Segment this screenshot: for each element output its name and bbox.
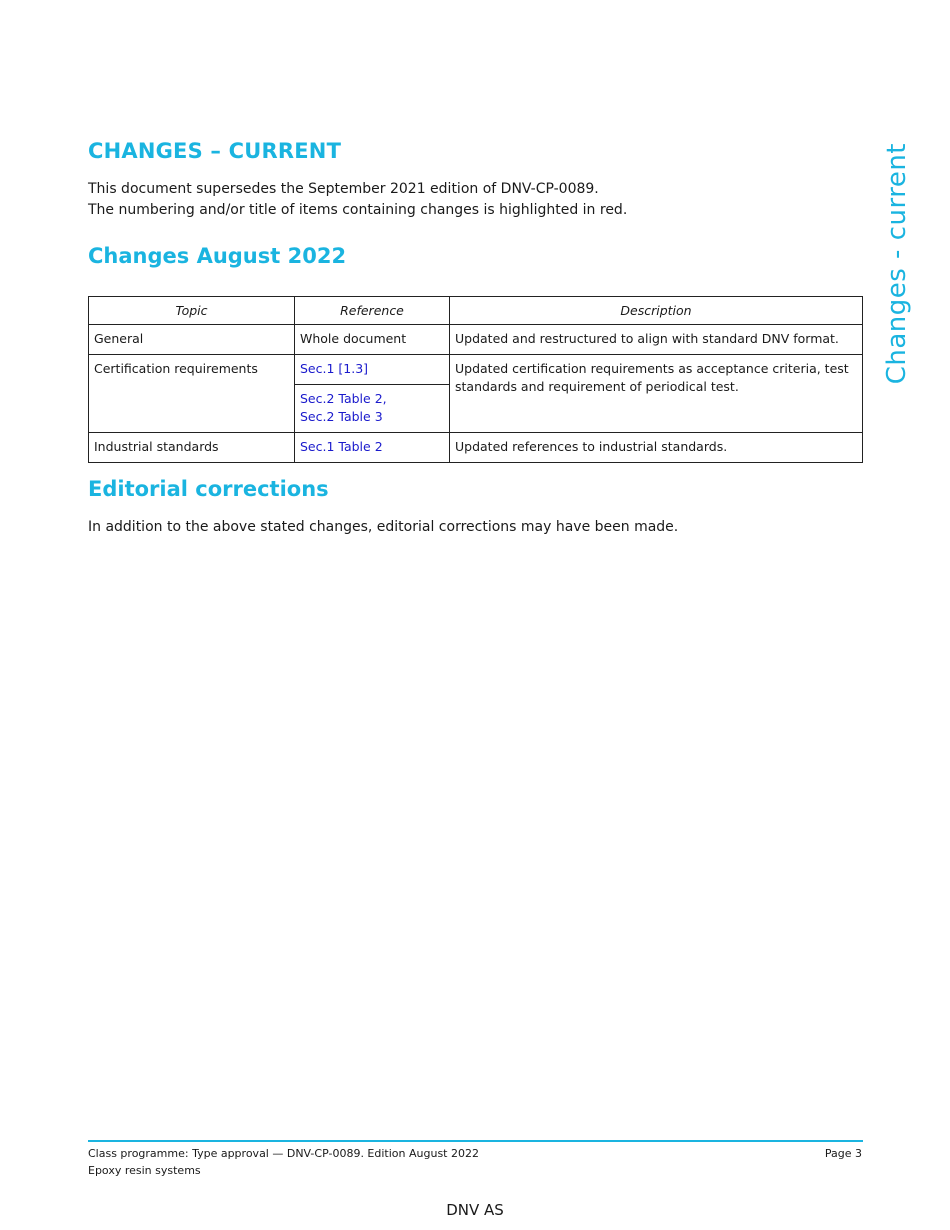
table-header-row xyxy=(89,297,863,325)
header-topic: Topic xyxy=(89,297,295,325)
changes-table xyxy=(88,296,863,463)
footer-line-1: Class programme: Type approval — DNV-CP-0089. Edition August 2022 xyxy=(88,1147,479,1160)
row-topic: General xyxy=(89,325,295,355)
intro-line-1: This document supersedes the September 2021 edition of DNV-CP-0089. xyxy=(88,181,599,197)
footer-line-2: Epoxy resin systems xyxy=(88,1164,201,1177)
row-description: Updated certification requirements as acceptance criteria, test standards and requirement of periodical test. xyxy=(450,355,863,433)
publisher: DNV AS xyxy=(446,1201,504,1219)
row-topic: Industrial standards xyxy=(89,433,295,463)
footer-document-info xyxy=(88,1145,479,1179)
editorial-text: In addition to the above stated changes, editorial corrections may have been made. xyxy=(88,519,679,535)
footer-divider xyxy=(88,1140,863,1142)
intro-line-2: The numbering and/or title of items containing changes is highlighted in red. xyxy=(88,202,628,218)
reference-link-sec2-table2[interactable]: Sec.2 Table 2, xyxy=(300,391,387,406)
reference-link-sec2-table3[interactable]: Sec.2 Table 3 xyxy=(300,409,383,424)
page-heading: CHANGES – CURRENT xyxy=(88,139,342,163)
editorial-section-title: Editorial corrections xyxy=(88,477,329,501)
table-row xyxy=(89,325,863,355)
page-number: Page 3 xyxy=(824,1147,862,1160)
side-section-tab: Changes - current xyxy=(882,143,912,385)
table-row xyxy=(89,433,863,463)
row-reference-link[interactable]: Sec.1 [1.3] xyxy=(295,355,450,385)
changes-section-title: Changes August 2022 xyxy=(88,244,347,268)
row-topic: Certification requirements xyxy=(89,355,295,433)
row-reference: Whole document xyxy=(295,325,450,355)
row-reference-link[interactable]: Sec.1 Table 2 xyxy=(295,433,450,463)
row-reference-link[interactable] xyxy=(295,385,450,433)
intro-text xyxy=(88,179,627,221)
header-reference: Reference xyxy=(295,297,450,325)
row-description: Updated and restructured to align with standard DNV format. xyxy=(450,325,863,355)
row-description: Updated references to industrial standards. xyxy=(450,433,863,463)
header-description: Description xyxy=(450,297,863,325)
table-row xyxy=(89,355,863,385)
